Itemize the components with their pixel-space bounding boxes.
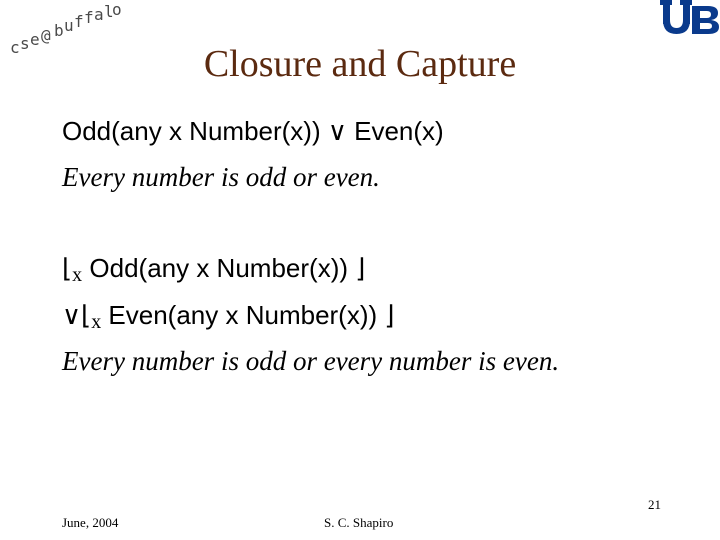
formula-odd: Odd(any x Number(x)) [62, 116, 321, 146]
formula-line-3 [62, 253, 365, 284]
ub-logo [658, 0, 720, 36]
page-number: 21 [648, 497, 661, 512]
subscript-x: x [91, 311, 102, 333]
formula-odd-closure: Odd(any x Number(x)) [89, 253, 349, 283]
formula-even: Even(x) [354, 116, 444, 146]
sentence-line-5: Every number is odd or every number is even. [62, 346, 560, 376]
floor-open-symbol: ⌊ [62, 254, 73, 284]
cse-buffalo-wordmark: c s e @ b u f f a l o [10, 0, 122, 57]
footer-author: S. C. Shapiro [324, 515, 394, 530]
formula-even-closure: Even(any x Number(x)) [108, 300, 378, 330]
footer-date: June, 2004 [62, 515, 119, 530]
floor-close-symbol: ⌋ [384, 301, 395, 331]
floor-close-symbol: ⌋ [355, 254, 366, 284]
subscript-x: x [72, 264, 83, 286]
or-symbol: ∨ [62, 301, 82, 331]
or-symbol: ∨ [327, 117, 347, 147]
slide-title: Closure and Capture [203, 43, 517, 85]
formula-line-1 [62, 116, 444, 147]
floor-open-symbol: ⌊ [81, 301, 92, 331]
sentence-line-2: Every number is odd or even. [62, 162, 380, 192]
formula-line-4 [62, 300, 395, 331]
